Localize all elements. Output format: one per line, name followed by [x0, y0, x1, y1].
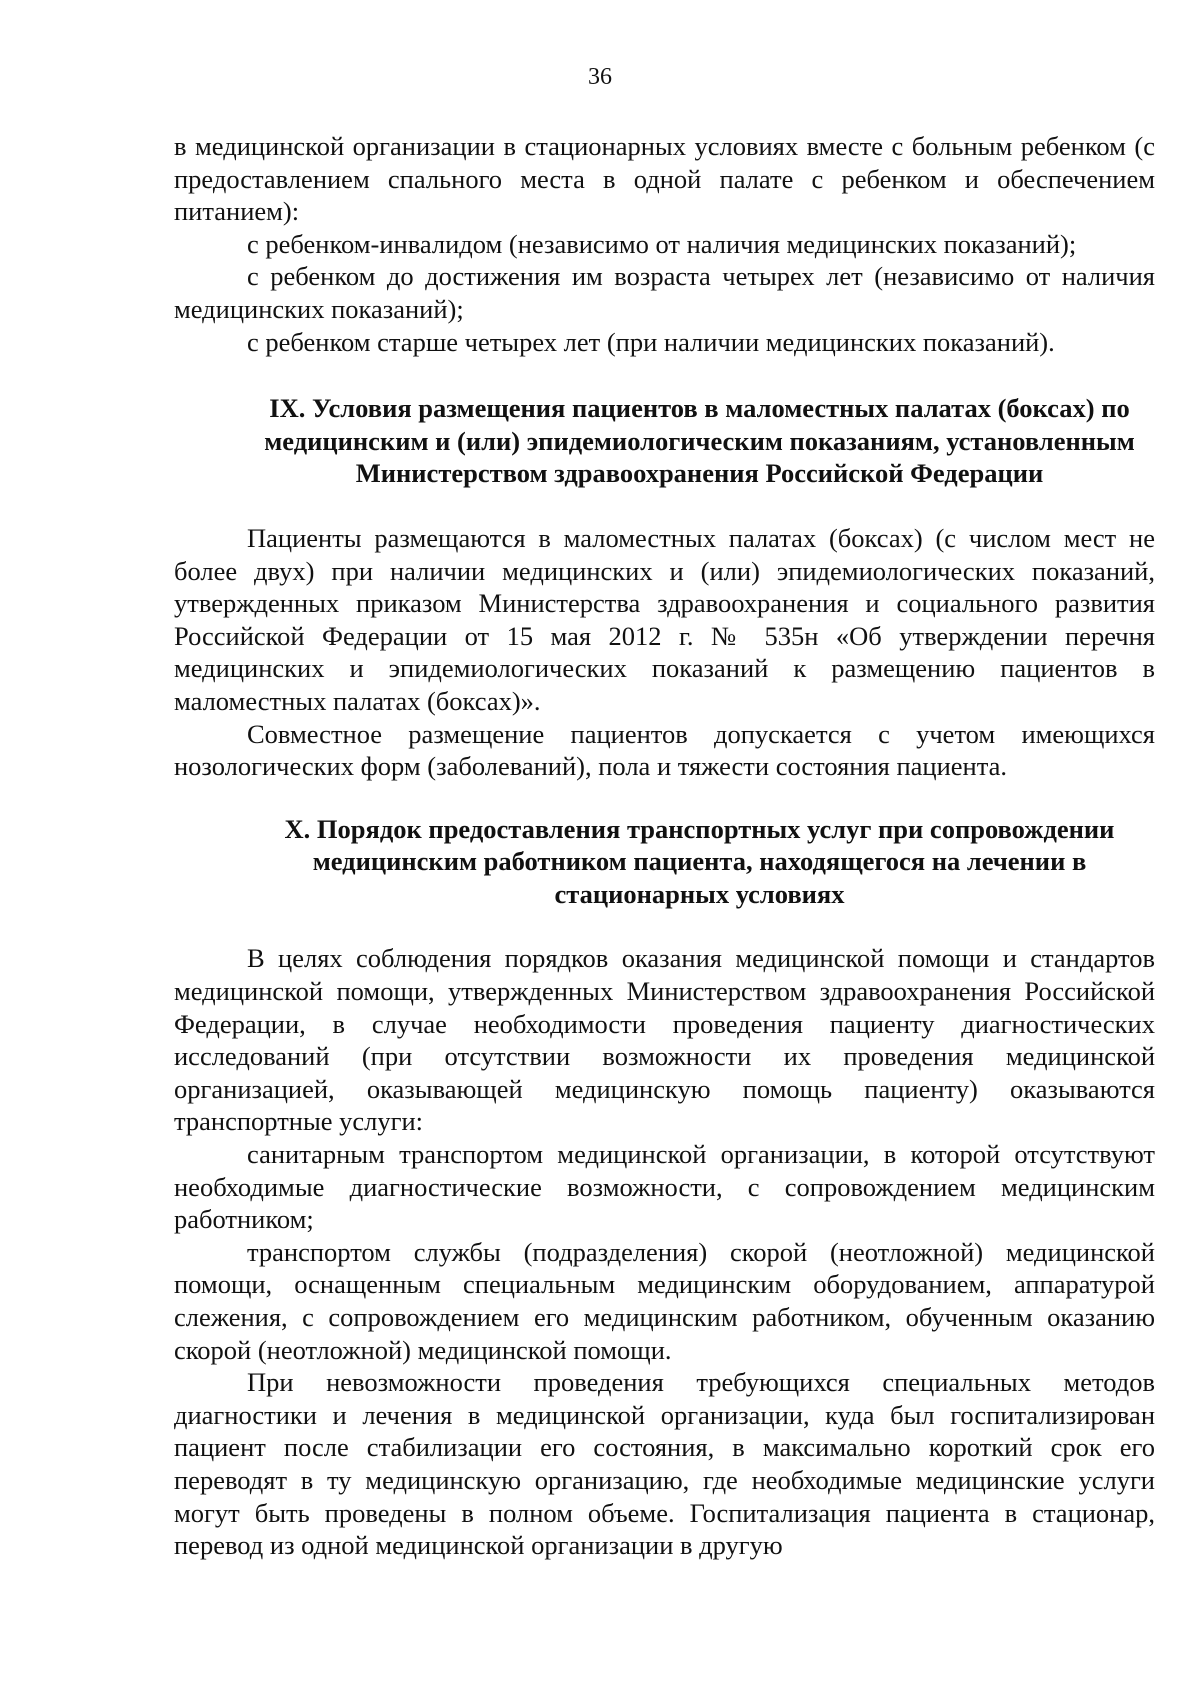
page-number: 36 [588, 64, 612, 90]
paragraph-small-wards: Пациенты размещаются в маломестных палатах (боксах) (с числом мест не более двух) при наличии медицинских и (или) эпидемиологических показаний, утвержденных приказом Министерства здравоохранения и социального развития Российской Федерации от 15 мая 2012 г. № 535н «Об утверждении перечня медицинских и эпидемиологических показаний к размещению пациентов в маломестных палатах (боксах)». [174, 522, 1155, 716]
section-heading-x: X. Порядок предоставления транспортных услуг при сопровождении медицинским работником пациента, находящегося на лечении в стационарных условиях [284, 813, 1115, 909]
paragraph-transfer: При невозможности проведения требующихся специальных методов диагностики и лечения в медицинской организации, куда был госпитализирован пациент после стабилизации его состояния, в максимально короткий срок его переводят в ту медицинскую организацию, где необходимые медицинские услуги могут быть проведены в полном объеме. Госпитализация пациента в стационар, перевод из одной медицинской организации в другую [174, 1367, 1155, 1561]
list-item-child-over-four: с ребенком старше четырех лет (при наличии медицинских показаний). [247, 326, 1055, 357]
section-heading-ix: IX. Условия размещения пациентов в маломестных палатах (боксах) по медицинским и (или) эпидемиологическим показаниям, установленным Министерством здравоохранения Российской Федерации [264, 393, 1135, 489]
document-body [174, 130, 1155, 1562]
paragraph-continued: в медицинской организации в стационарных условиях вместе с больным ребенком (с предоставлением спального места в одной палате с ребенком и обеспечением питанием): [174, 131, 1155, 227]
paragraph-joint-placement: Совместное размещение пациентов допускается с учетом имеющихся нозологических форм (заболеваний), пола и тяжести состояния пациента. [174, 718, 1155, 782]
list-item-disabled-child: с ребенком-инвалидом (независимо от наличия медицинских показаний); [247, 228, 1077, 259]
list-item-sanitary-transport: санитарным транспортом медицинской организации, в которой отсутствуют необходимые диагностические возможности, с сопровождением медицинским работником; [174, 1139, 1155, 1235]
list-item-ambulance-transport: транспортом службы (подразделения) скорой (неотложной) медицинской помощи, оснащенным специальным медицинским оборудованием, аппаратурой слежения, с сопровождением его медицинским работником, обученным оказанию скорой (неотложной) медицинской помощи. [174, 1236, 1155, 1365]
paragraph-transport-purpose: В целях соблюдения порядков оказания медицинской помощи и стандартов медицинской помощи, утвержденных Министерством здравоохранения Российской Федерации, в случае необходимости проведения пациенту диагностических исследований (при отсутствии возможности их проведения медицинской организацией, оказывающей медицинскую помощь пациенту) оказываются транспортные услуги: [174, 943, 1155, 1137]
list-item-child-under-four: с ребенком до достижения им возраста четырех лет (независимо от наличия медицинских показаний); [174, 261, 1155, 324]
